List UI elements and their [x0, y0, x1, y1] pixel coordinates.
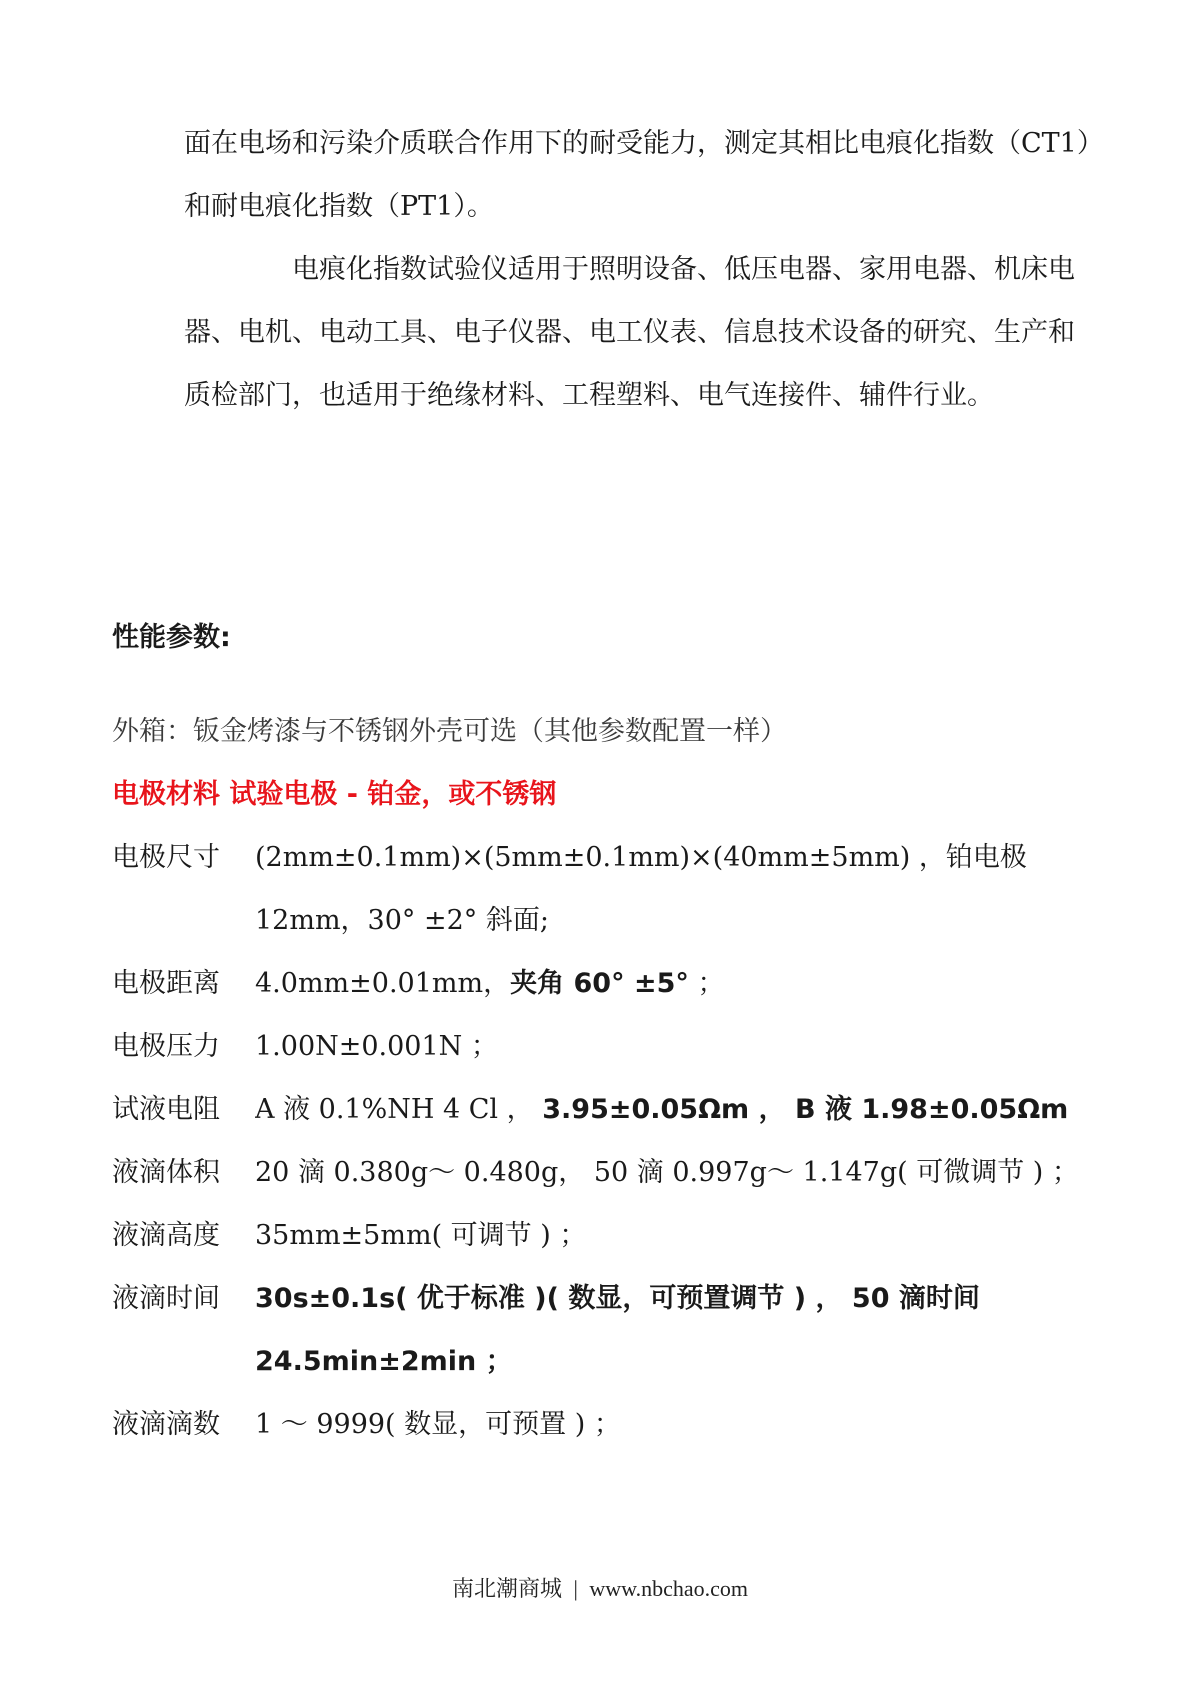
param-row-drop-volume — [112, 1141, 1102, 1204]
param-value-plain: 4.0mm±0.01mm， — [255, 968, 511, 999]
param-label: 电极压力 — [112, 1031, 220, 1062]
intro-paragraph-1: 面在电场和污染介质联合作用下的耐受能力，测定其相比电痕化指数（CT1）和耐电痕化指数（PT1）。 — [184, 128, 1091, 222]
param-label: 液滴滴数 — [112, 1409, 220, 1440]
param-value: 1 ～ 9999( 数显，可预置 ) ； — [255, 1409, 621, 1440]
param-label: 电极距离 — [112, 968, 220, 999]
param-value: 30s±0.1s( 优于标准 )( 数显，可预置调节 ) ， 50 滴时间 24.5min±2min ； — [255, 1283, 980, 1377]
param-row-drop-count — [112, 1393, 1102, 1456]
intro-text — [184, 112, 1094, 427]
param-value-bold: 夹角 60° ±5° — [510, 968, 689, 999]
param-row-electrode-distance — [112, 952, 1102, 1015]
parameters-list — [112, 700, 1102, 1456]
param-value: 1.00N±0.001N ； — [255, 1031, 498, 1062]
electrode-material-line: 电极材料 试验电极 - 铂金，或不锈钢 — [112, 779, 557, 810]
param-row-drop-time — [112, 1267, 1102, 1393]
footer-site-name: 南北潮商城 — [451, 1576, 562, 1601]
param-value-plain: A 液 0.1%NH 4 Cl ， — [255, 1094, 543, 1125]
section-title: 性能参数: — [112, 622, 231, 653]
param-label: 试液电阻 — [112, 1094, 220, 1125]
param-label: 电极尺寸 — [112, 842, 220, 873]
intro-paragraph-2: 电痕化指数试验仪适用于照明设备、低压电器、家用电器、机床电器、电机、电动工具、电子仪器、电工仪表、信息技术设备的研究、生产和质检部门，也适用于绝缘材料、工程塑料、电气连接件、辅件行业。 — [184, 254, 1075, 411]
param-row-drop-height — [112, 1204, 1102, 1267]
page-footer — [0, 1572, 1200, 1603]
param-value-tail: ； — [688, 968, 725, 999]
param-label: 液滴时间 — [112, 1283, 220, 1314]
param-value: (2mm±0.1mm)×(5mm±0.1mm)×(40mm±5mm) ，铂电极 12mm，30° ±2° 斜面; — [255, 842, 1027, 936]
param-label: 液滴高度 — [112, 1220, 220, 1251]
param-value — [255, 952, 1102, 1015]
param-row-electrode-size — [112, 826, 1102, 952]
param-row-solution-resistance — [112, 1078, 1102, 1141]
footer-url-link[interactable]: www.nbchao.com — [589, 1576, 749, 1601]
footer-separator: | — [573, 1576, 578, 1601]
param-value-bold: 3.95±0.05Ωm ， B 液 1.98±0.05Ωm — [542, 1094, 1069, 1125]
param-value: 35mm±5mm( 可调节 ) ； — [255, 1220, 587, 1251]
param-value — [255, 1078, 1102, 1141]
param-value: 20 滴 0.380g～ 0.480g， 50 滴 0.997g～ 1.147g( 可微调节 ) ； — [255, 1157, 1079, 1188]
param-label: 液滴体积 — [112, 1157, 220, 1188]
case-line: 外箱：钣金烤漆与不锈钢外壳可选（其他参数配置一样） — [112, 716, 787, 747]
param-row-electrode-pressure — [112, 1015, 1102, 1078]
